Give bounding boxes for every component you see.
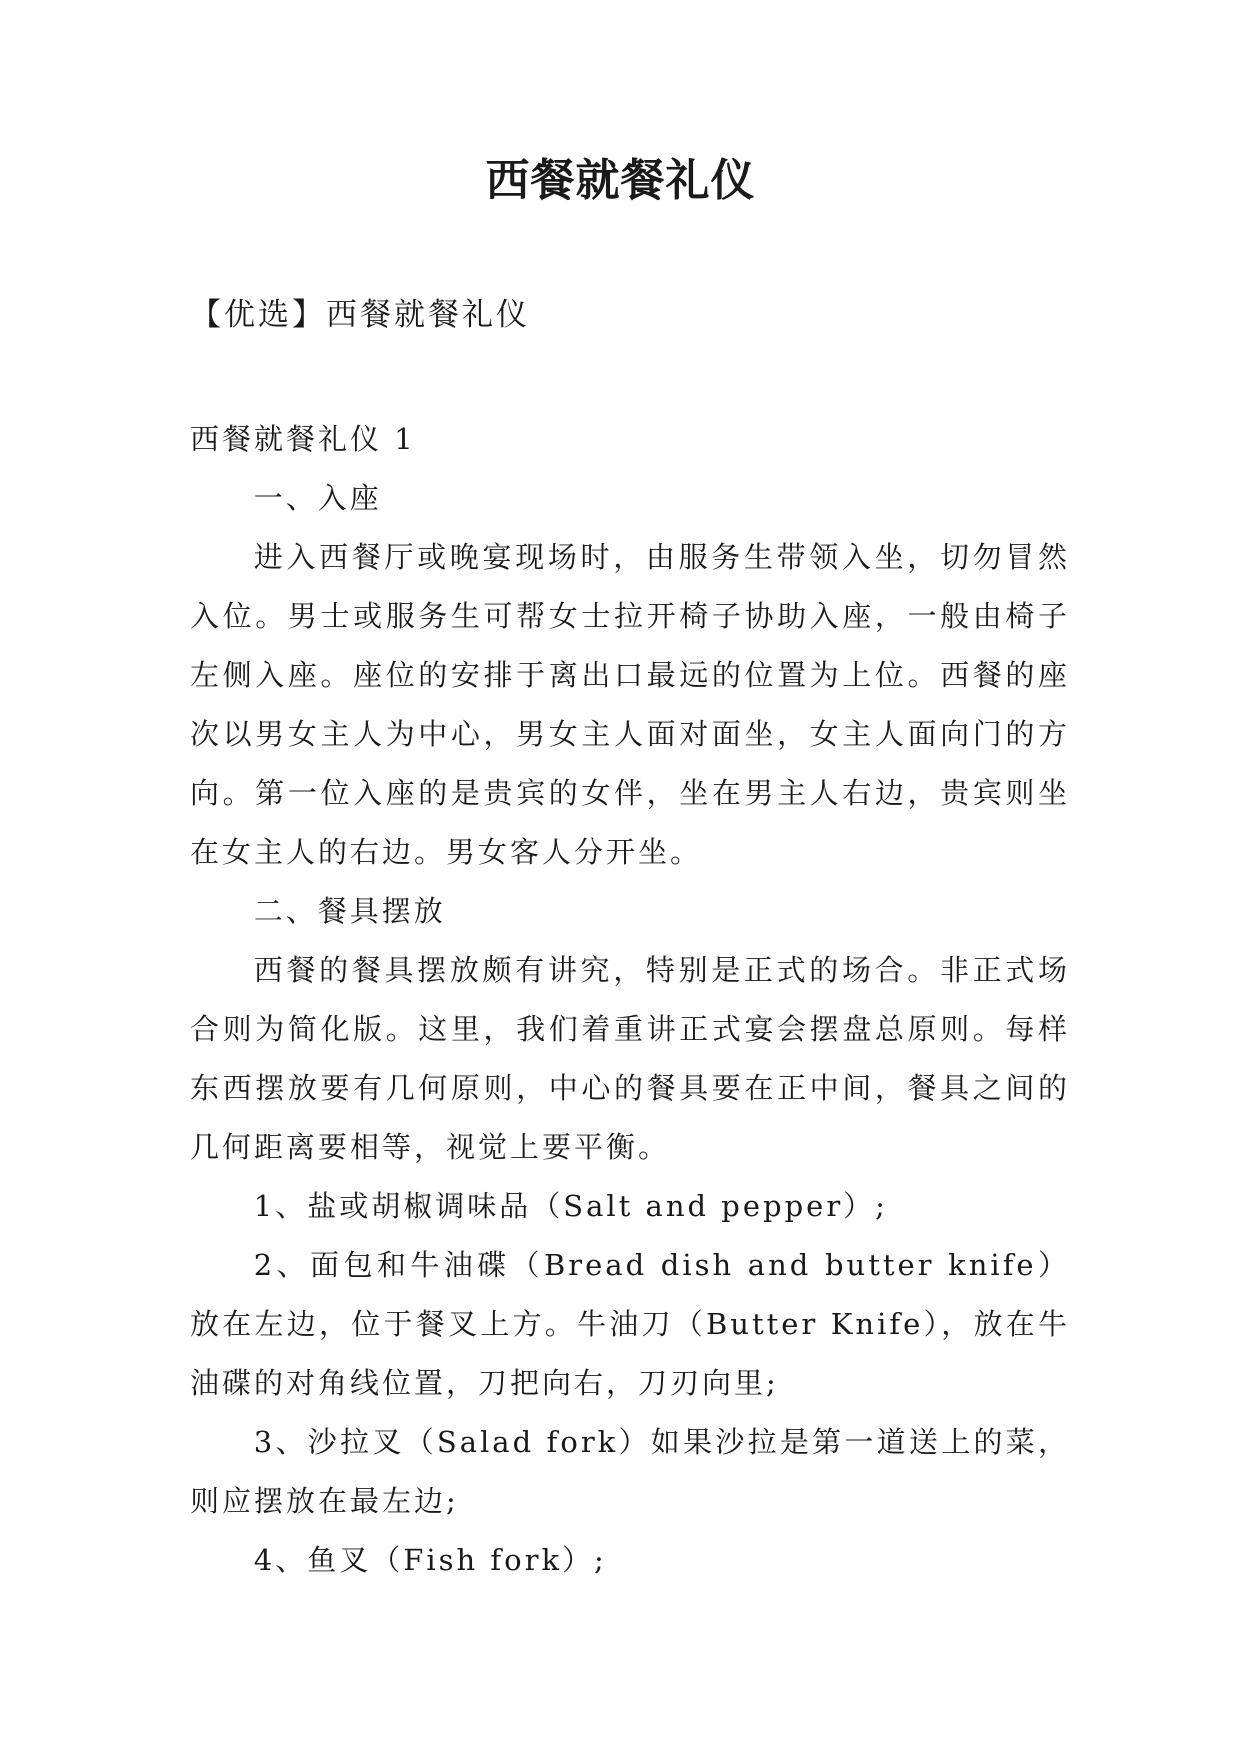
document-title: 西餐就餐礼仪 <box>485 155 756 206</box>
list-item-salt-pepper: 1、盐或胡椒调味品（Salt and pepper）; <box>253 1189 888 1223</box>
list-item-salad-fork: 3、沙拉叉（Salad fork）如果沙拉是第一道送上的菜，则应摆放在最左边; <box>190 1425 1070 1518</box>
paragraph-heading-seating: 一、入座 <box>253 481 382 515</box>
paragraph-seating: 进入西餐厅或晚宴现场时，由服务生带领入坐，切勿冒然入位。男士或服务生可帮女士拉开椅子协助入座，一般由椅子左侧入座。座位的安排于离出口最远的位置为上位。西餐的座次以男女主人为中心，男女主人面对面坐，女主人面向门的方向。第一位入座的是贵宾的女伴，坐在男主人右边，贵宾则坐在女主人的右边。男女客人分开坐。 <box>190 540 1070 869</box>
list-item-bread-dish: 2、面包和牛油碟（Bread dish and butter knife）放在左边，位于餐叉上方。牛油刀（Butter Knife），放在牛油碟的对角线位置，刀把向右，刀刃向里; <box>190 1248 1070 1400</box>
paragraph-tableware: 西餐的餐具摆放颇有讲究，特别是正式的场合。非正式场合则为简化版。这里，我们着重讲正式宴会摆盘总原则。每样东西摆放要有几何原则，中心的餐具要在正中间，餐具之间的几何距离要相等，视觉上要平衡。 <box>190 953 1070 1164</box>
section-heading: 西餐就餐礼仪 1 <box>190 422 416 456</box>
list-item-fish-fork: 4、鱼叉（Fish fork）; <box>253 1543 607 1577</box>
document-subtitle: 【优选】西餐就餐礼仪 <box>190 297 530 333</box>
paragraph-heading-tableware: 二、餐具摆放 <box>253 894 446 928</box>
document-body <box>190 410 1070 1590</box>
